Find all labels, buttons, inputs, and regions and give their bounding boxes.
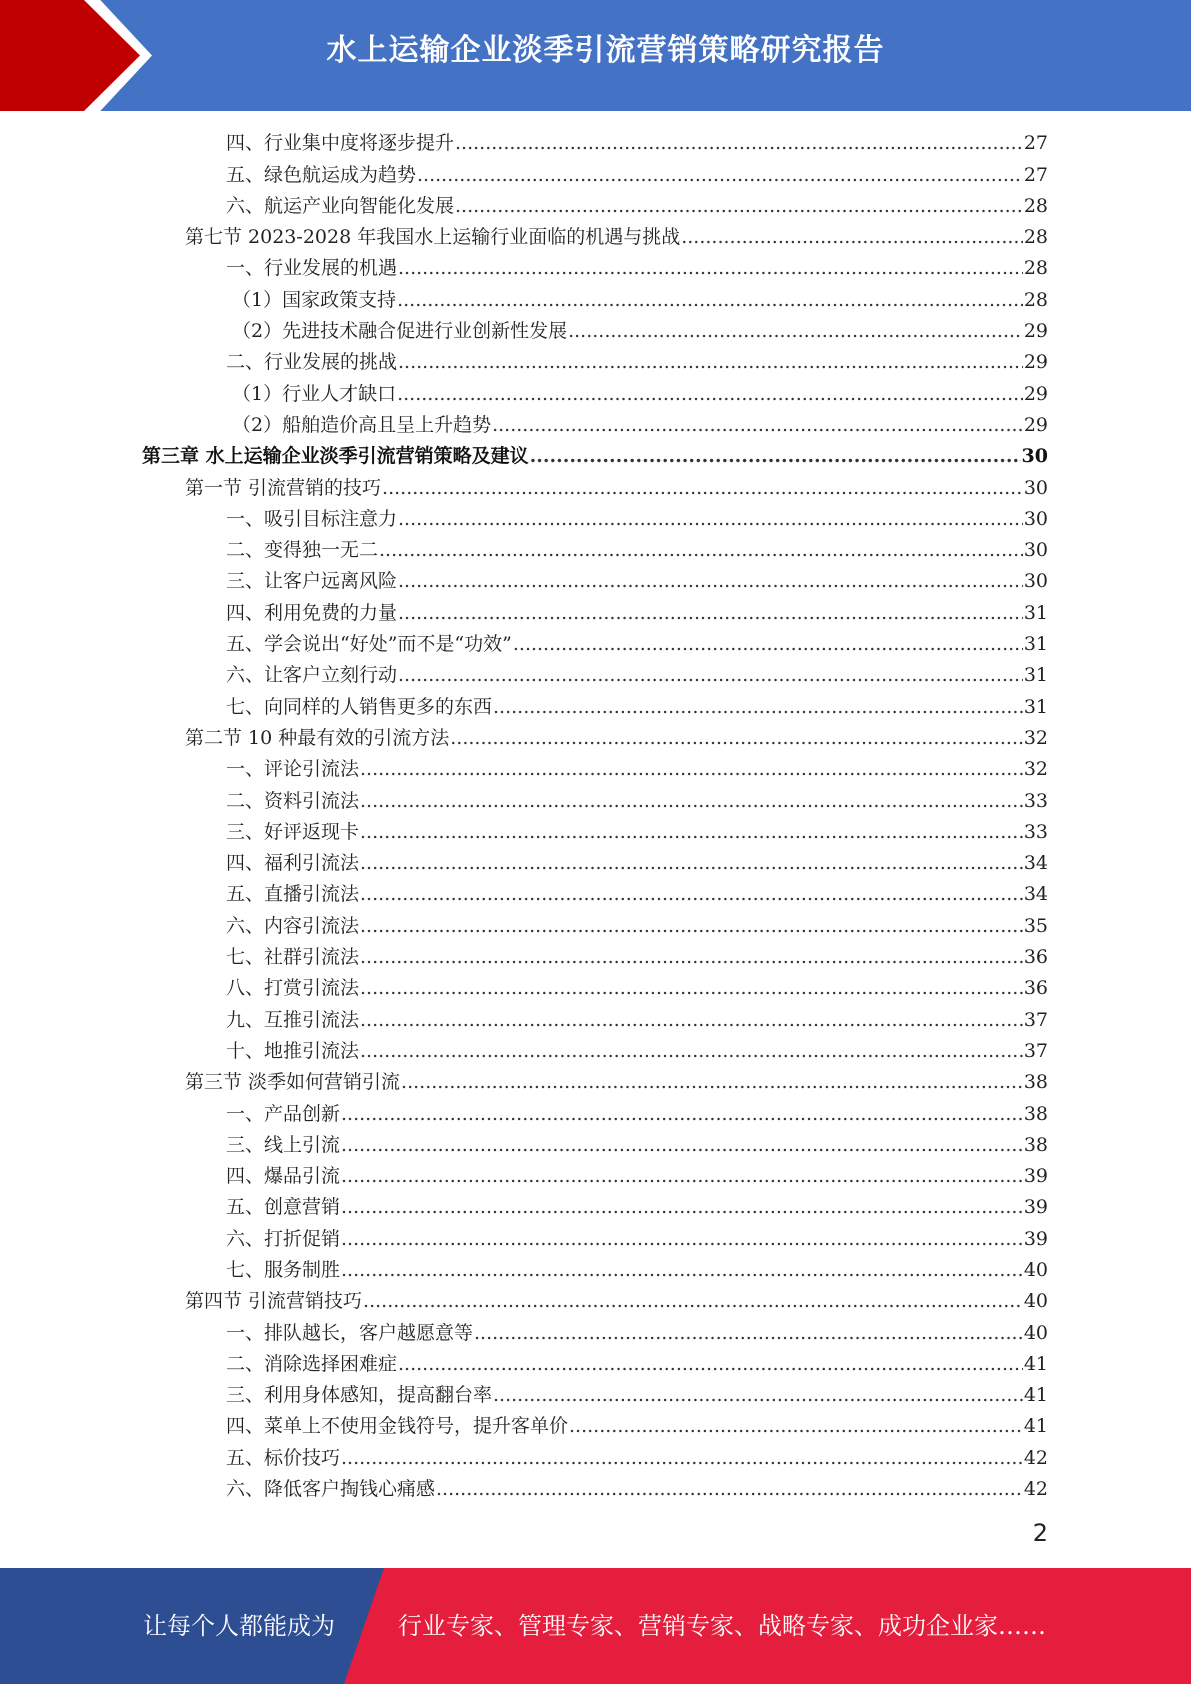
toc-entry-page: 41 — [1023, 1352, 1048, 1375]
toc-entry-label: 四、福利引流法 — [226, 852, 360, 875]
toc-entry[interactable] — [0, 878, 1191, 909]
toc-entry[interactable] — [0, 753, 1191, 784]
toc-entry-label: 四、利用免费的力量 — [226, 601, 398, 624]
toc-entry-page: 38 — [1023, 1133, 1048, 1156]
toc-dot-leader — [382, 477, 1023, 499]
toc-entry-label: 九、互推引流法 — [226, 1008, 360, 1031]
toc-entry[interactable] — [0, 1066, 1191, 1097]
toc-entry-page: 36 — [1023, 977, 1048, 1000]
toc-entry-label: 八、打赏引流法 — [226, 977, 360, 1000]
toc-entry-page: 29 — [1023, 382, 1048, 405]
toc-dot-leader — [360, 821, 1023, 843]
toc-entry-label: 一、产品创新 — [226, 1102, 341, 1125]
toc-dot-leader — [397, 383, 1023, 405]
toc-entry-label: 一、行业发展的机遇 — [226, 257, 398, 280]
toc-entry-page: 29 — [1023, 351, 1048, 374]
toc-dot-leader — [360, 883, 1023, 905]
toc-entry[interactable] — [0, 1035, 1191, 1066]
toc-entry[interactable] — [0, 315, 1191, 346]
toc-entry[interactable] — [0, 690, 1191, 721]
toc-entry-page: 41 — [1023, 1415, 1048, 1438]
toc-entry-page: 41 — [1023, 1384, 1048, 1407]
toc-entry[interactable] — [0, 1129, 1191, 1160]
toc-entry-page: 38 — [1023, 1071, 1048, 1094]
toc-entry-page: 28 — [1023, 288, 1048, 311]
toc-dot-leader — [360, 1040, 1023, 1062]
toc-entry-page: 33 — [1023, 820, 1048, 843]
footer-slogan-right: 行业专家、管理专家、营销专家、战略专家、成功企业家…… — [398, 1612, 1046, 1640]
toc-entry[interactable] — [0, 1473, 1191, 1504]
footer-slogan-left: 让每个人都能成为 — [143, 1612, 335, 1640]
toc-entry-label: （2）先进技术融合促进行业创新性发展 — [232, 320, 568, 343]
toc-dot-leader — [363, 1290, 1023, 1312]
toc-entry[interactable] — [0, 1379, 1191, 1410]
toc-entry-label: 三、让客户远离风险 — [226, 570, 398, 593]
toc-dot-leader — [436, 1478, 1023, 1500]
report-title: 水上运输企业淡季引流营销策略研究报告 — [326, 33, 885, 68]
toc-entry[interactable] — [0, 1348, 1191, 1379]
toc-entry-page: 38 — [1023, 1102, 1048, 1125]
toc-entry-label: （2）船舶造价高且呈上升趋势 — [232, 413, 492, 436]
table-of-contents — [0, 127, 1191, 1504]
toc-entry-label: 一、排队越长，客户越愿意等 — [226, 1321, 474, 1344]
toc-entry-page: 36 — [1023, 946, 1048, 969]
toc-dot-leader — [398, 570, 1023, 592]
toc-entry-label: 第三章 水上运输企业淡季引流营销策略及建议 — [142, 445, 529, 468]
toc-entry-label: 三、好评返现卡 — [226, 820, 360, 843]
toc-dot-leader — [341, 1447, 1023, 1469]
toc-entry-label: 第二节 10 种最有效的引流方法 — [185, 726, 450, 749]
toc-entry-page: 31 — [1023, 601, 1048, 624]
toc-entry[interactable] — [0, 816, 1191, 847]
toc-entry[interactable] — [0, 909, 1191, 940]
toc-entry-page: 37 — [1023, 1008, 1048, 1031]
toc-entry-page: 27 — [1023, 163, 1048, 186]
toc-entry[interactable] — [0, 471, 1191, 502]
toc-entry-page: 30 — [1021, 445, 1048, 468]
toc-entry-page: 33 — [1023, 789, 1048, 812]
toc-entry-label: （1）国家政策支持 — [232, 288, 397, 311]
toc-entry[interactable] — [0, 972, 1191, 1003]
toc-entry[interactable] — [0, 1410, 1191, 1441]
toc-entry-label: 五、直播引流法 — [226, 883, 360, 906]
toc-dot-leader — [341, 1196, 1023, 1218]
toc-entry[interactable] — [0, 1254, 1191, 1285]
toc-entry[interactable] — [0, 158, 1191, 189]
toc-entry-label: 五、创意营销 — [226, 1196, 341, 1219]
toc-entry-page: 37 — [1023, 1039, 1048, 1062]
toc-entry-label: 六、让客户立刻行动 — [226, 664, 398, 687]
toc-entry[interactable] — [0, 221, 1191, 252]
toc-entry-label: 七、服务制胜 — [226, 1258, 341, 1281]
toc-dot-leader — [398, 664, 1023, 686]
toc-entry-label: 第七节 2023-2028 年我国水上运输行业面临的机遇与挑战 — [185, 226, 681, 249]
toc-entry[interactable] — [0, 941, 1191, 972]
toc-entry-label: 二、消除选择困难症 — [226, 1352, 398, 1375]
toc-dot-leader — [360, 852, 1023, 874]
toc-entry-page: 31 — [1023, 664, 1048, 687]
toc-entry-page: 29 — [1023, 413, 1048, 436]
toc-entry[interactable] — [0, 722, 1191, 753]
toc-entry-page: 39 — [1023, 1227, 1048, 1250]
toc-entry-page: 31 — [1023, 633, 1048, 656]
toc-entry-label: 七、社群引流法 — [226, 946, 360, 969]
toc-entry-label: 五、学会说出“好处”而不是“功效” — [226, 633, 512, 656]
toc-entry[interactable] — [0, 534, 1191, 565]
toc-dot-leader — [398, 351, 1023, 373]
toc-entry-page: 29 — [1023, 320, 1048, 343]
toc-entry-label: 五、绿色航运成为趋势 — [226, 163, 417, 186]
toc-entry[interactable] — [0, 1222, 1191, 1253]
toc-entry-page: 30 — [1023, 570, 1048, 593]
toc-entry[interactable] — [0, 503, 1191, 534]
toc-entry-page: 39 — [1023, 1165, 1048, 1188]
toc-entry-label: 五、标价技巧 — [226, 1446, 341, 1469]
toc-entry-label: 六、内容引流法 — [226, 914, 360, 937]
page-number: 2 — [1032, 1519, 1048, 1547]
toc-dot-leader — [513, 633, 1023, 655]
toc-entry[interactable] — [0, 1191, 1191, 1222]
toc-dot-leader — [474, 1322, 1023, 1344]
toc-dot-leader — [360, 790, 1023, 812]
toc-entry[interactable] — [0, 1003, 1191, 1034]
toc-entry-page: 35 — [1023, 914, 1048, 937]
toc-entry-label: 三、利用身体感知，提高翻台率 — [226, 1384, 493, 1407]
toc-entry-label: 七、向同样的人销售更多的东西 — [226, 695, 493, 718]
toc-dot-leader — [455, 195, 1023, 217]
toc-dot-leader — [493, 1384, 1023, 1406]
toc-dot-leader — [398, 508, 1023, 530]
toc-entry[interactable] — [0, 1097, 1191, 1128]
toc-dot-leader — [569, 1415, 1023, 1437]
toc-dot-leader — [360, 1009, 1023, 1031]
toc-dot-leader — [341, 1165, 1023, 1187]
toc-dot-leader — [360, 915, 1023, 937]
toc-entry[interactable] — [0, 127, 1191, 158]
toc-dot-leader — [341, 1134, 1023, 1156]
toc-entry-label: 四、菜单上不使用金钱符号，提升客单价 — [226, 1415, 569, 1438]
toc-entry-page: 28 — [1023, 226, 1048, 249]
toc-entry-page: 27 — [1023, 132, 1048, 155]
toc-entry-page: 32 — [1023, 758, 1048, 781]
toc-entry-page: 31 — [1023, 695, 1048, 718]
toc-dot-leader — [417, 164, 1023, 186]
footer-banner — [0, 1568, 1191, 1684]
toc-entry[interactable] — [0, 1160, 1191, 1191]
toc-dot-leader — [568, 320, 1023, 342]
toc-entry-label: 一、吸引目标注意力 — [226, 507, 398, 530]
toc-entry[interactable] — [0, 190, 1191, 221]
toc-dot-leader — [398, 602, 1023, 624]
toc-entry-page: 30 — [1023, 507, 1048, 530]
toc-dot-leader — [530, 445, 1021, 467]
toc-dot-leader — [681, 226, 1023, 248]
toc-entry-page: 42 — [1023, 1446, 1048, 1469]
toc-entry-page: 34 — [1023, 852, 1048, 875]
toc-entry-label: 二、行业发展的挑战 — [226, 351, 398, 374]
toc-entry[interactable] — [0, 565, 1191, 596]
toc-dot-leader — [379, 539, 1023, 561]
toc-entry-page: 40 — [1023, 1321, 1048, 1344]
toc-dot-leader — [398, 1353, 1023, 1375]
toc-entry[interactable] — [0, 659, 1191, 690]
toc-dot-leader — [450, 727, 1023, 749]
toc-entry-page: 32 — [1023, 726, 1048, 749]
toc-entry[interactable] — [0, 377, 1191, 408]
toc-entry[interactable] — [0, 1285, 1191, 1316]
toc-entry[interactable] — [0, 440, 1191, 471]
toc-entry-label: 六、降低客户掏钱心痛感 — [226, 1478, 436, 1501]
toc-dot-leader — [455, 132, 1023, 154]
toc-entry-label: （1）行业人才缺口 — [232, 382, 397, 405]
toc-dot-leader — [492, 414, 1023, 436]
toc-entry-page: 28 — [1023, 257, 1048, 280]
toc-entry-label: 第三节 淡季如何营销引流 — [185, 1071, 401, 1094]
toc-entry-page: 40 — [1023, 1290, 1048, 1313]
toc-dot-leader — [360, 977, 1023, 999]
toc-dot-leader — [360, 758, 1023, 780]
toc-dot-leader — [341, 1103, 1023, 1125]
toc-entry-label: 六、打折促销 — [226, 1227, 341, 1250]
toc-entry-label: 四、行业集中度将逐步提升 — [226, 132, 455, 155]
toc-entry-label: 二、资料引流法 — [226, 789, 360, 812]
toc-entry[interactable] — [0, 346, 1191, 377]
toc-entry-label: 第四节 引流营销技巧 — [185, 1290, 363, 1313]
toc-entry[interactable] — [0, 252, 1191, 283]
toc-entry-page: 30 — [1023, 476, 1048, 499]
toc-entry-page: 34 — [1023, 883, 1048, 906]
toc-dot-leader — [360, 946, 1023, 968]
toc-entry-label: 四、爆品引流 — [226, 1165, 341, 1188]
toc-entry-label: 一、评论引流法 — [226, 758, 360, 781]
toc-entry-page: 40 — [1023, 1258, 1048, 1281]
toc-entry[interactable] — [0, 784, 1191, 815]
header-banner — [0, 0, 1191, 111]
toc-entry[interactable] — [0, 409, 1191, 440]
toc-entry-page: 39 — [1023, 1196, 1048, 1219]
toc-dot-leader — [398, 257, 1023, 279]
toc-dot-leader — [397, 289, 1023, 311]
toc-entry-label: 三、线上引流 — [226, 1133, 341, 1156]
toc-entry-page: 30 — [1023, 539, 1048, 562]
toc-entry[interactable] — [0, 628, 1191, 659]
toc-dot-leader — [341, 1228, 1023, 1250]
toc-entry-label: 二、变得独一无二 — [226, 539, 379, 562]
toc-entry-page: 28 — [1023, 194, 1048, 217]
toc-entry-page: 42 — [1023, 1478, 1048, 1501]
toc-entry[interactable] — [0, 847, 1191, 878]
toc-entry[interactable] — [0, 1441, 1191, 1472]
toc-dot-leader — [401, 1071, 1023, 1093]
toc-dot-leader — [341, 1259, 1023, 1281]
toc-entry-label: 第一节 引流营销的技巧 — [185, 476, 382, 499]
toc-entry-label: 十、地推引流法 — [226, 1039, 360, 1062]
toc-entry[interactable] — [0, 283, 1191, 314]
toc-entry-label: 六、航运产业向智能化发展 — [226, 194, 455, 217]
toc-entry[interactable] — [0, 596, 1191, 627]
toc-dot-leader — [493, 696, 1023, 718]
toc-entry[interactable] — [0, 1316, 1191, 1347]
